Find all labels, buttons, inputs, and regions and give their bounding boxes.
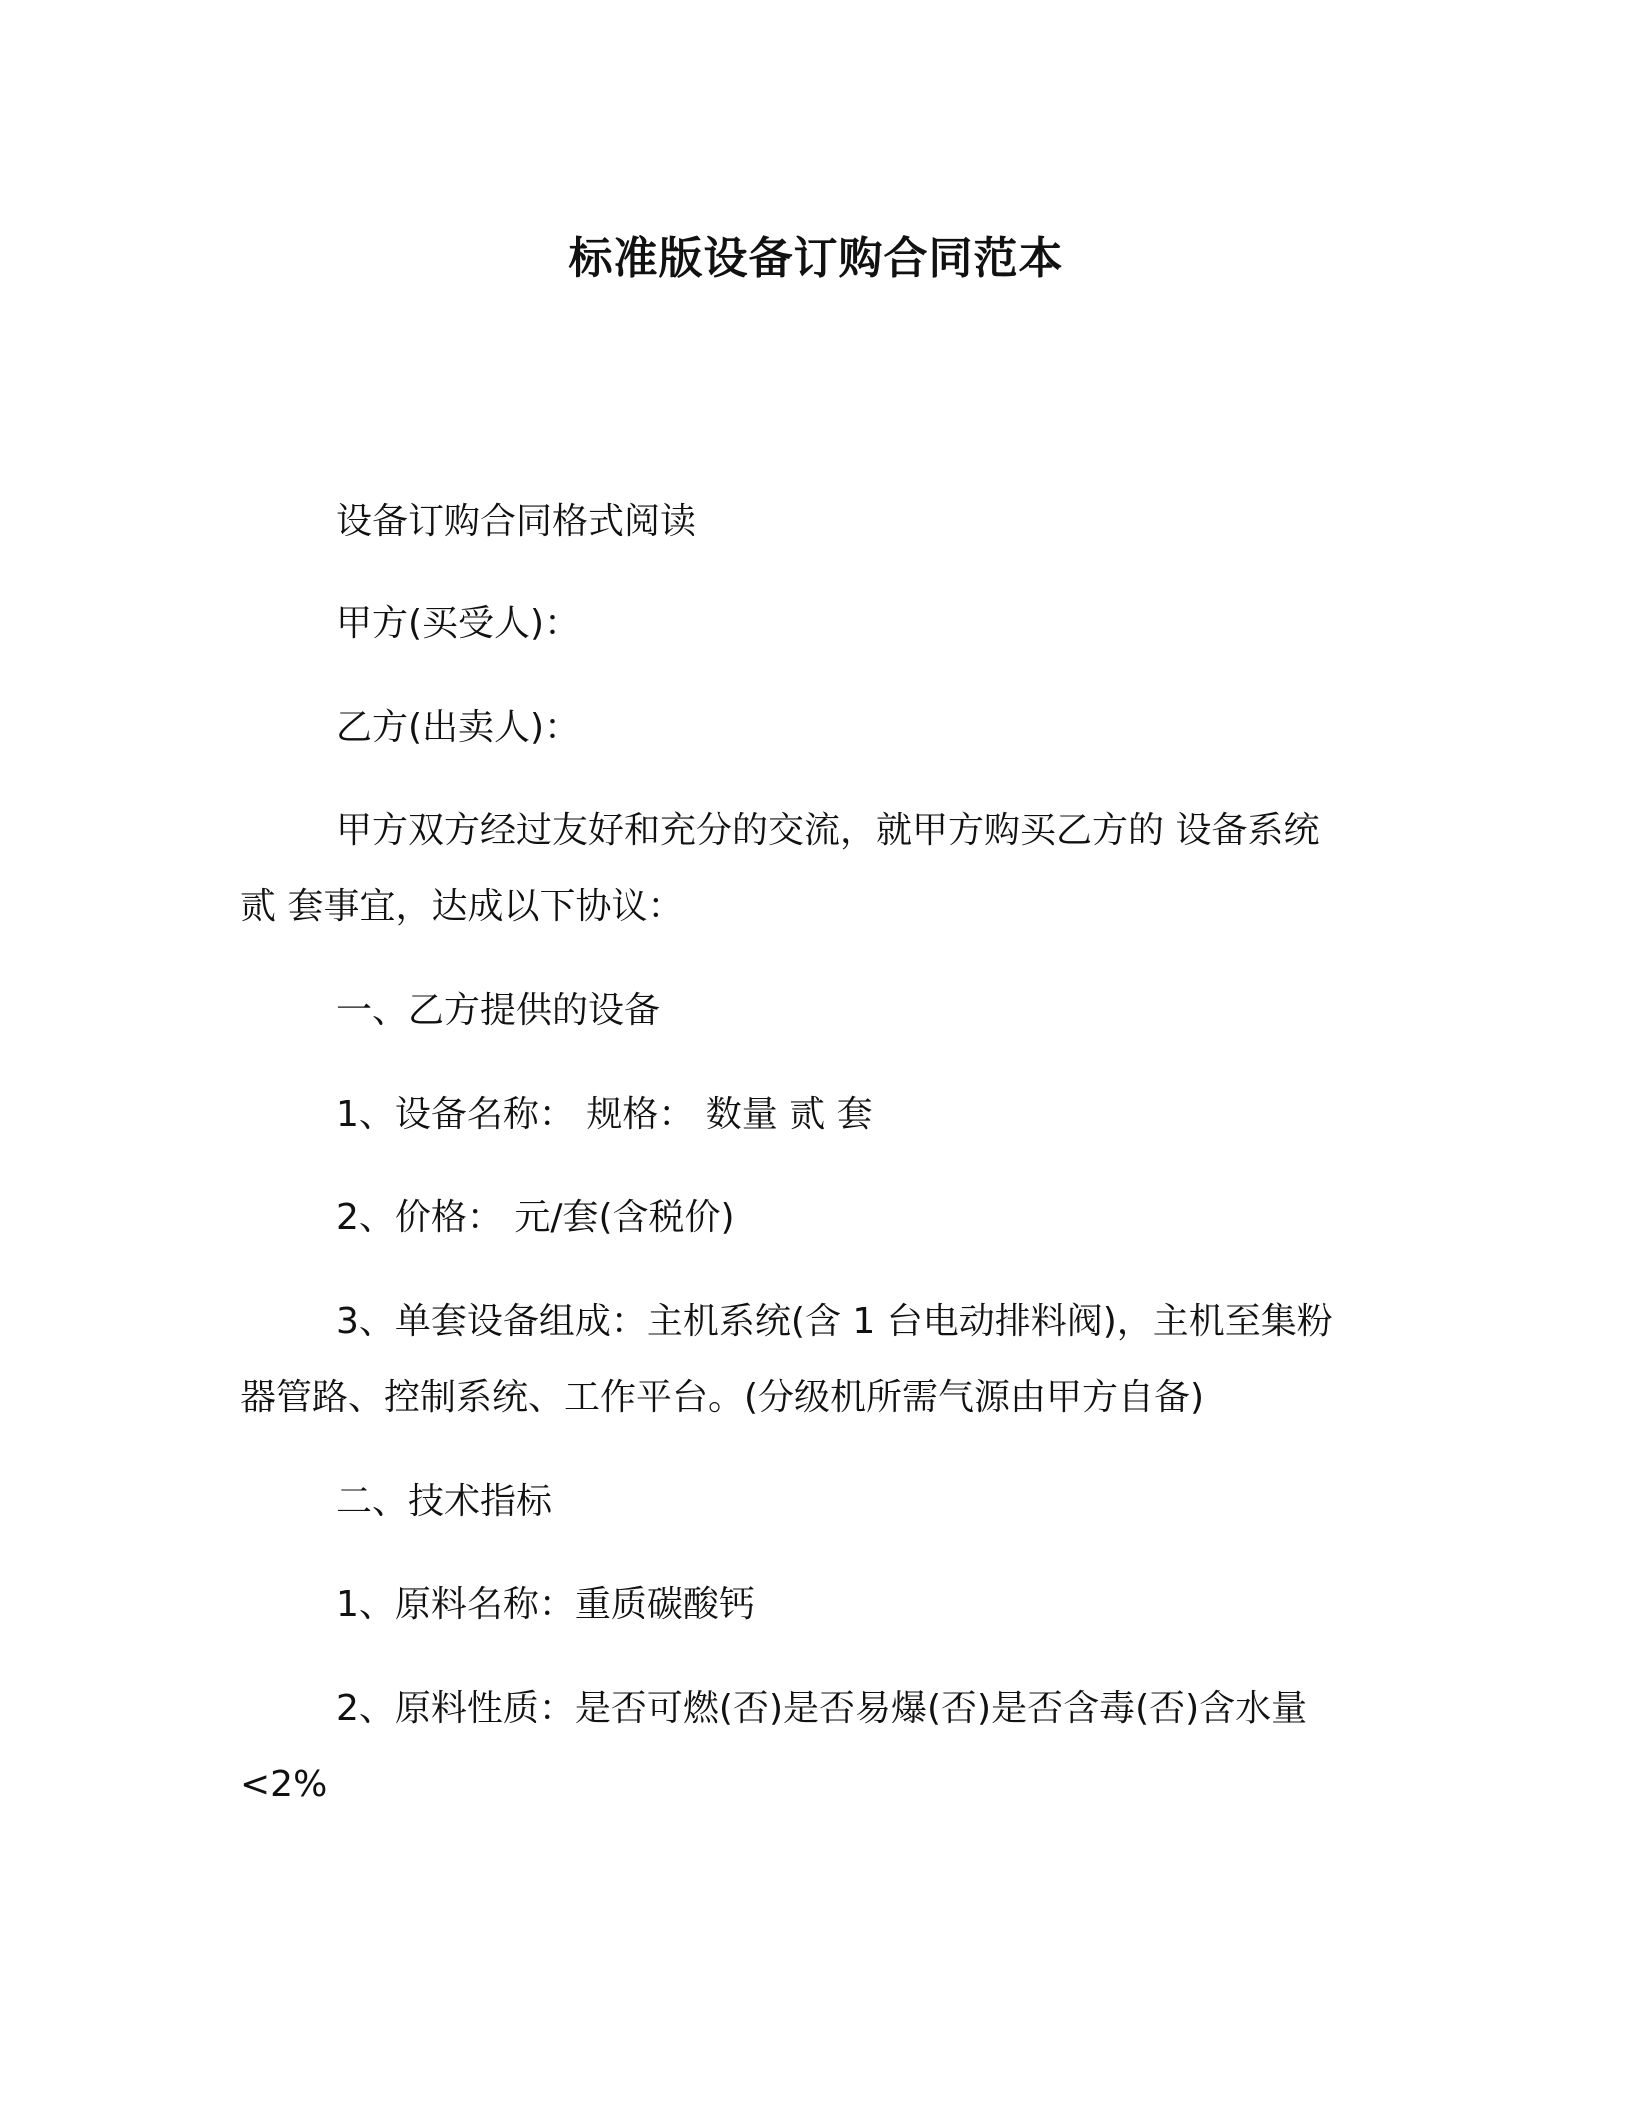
section-1-item-3-line-1: 3、单套设备组成：主机系统(含 1 台电动排料阀)，主机至集粉 [336,1301,1333,1342]
document-title: 标准版设备订购合同范本 [568,233,1064,284]
intro-line: 设备订购合同格式阅读 [336,501,697,542]
party-b-line: 乙方(出卖人)： [336,707,581,748]
agreement-line-2: 贰 套事宜，达成以下协议： [240,886,684,927]
section-1-item-3-line-2: 器管路、控制系统、工作平台。(分级机所需气源由甲方自备) [240,1377,1205,1418]
party-a-line: 甲方(买受人)： [336,603,581,644]
section-1-heading: 一、乙方提供的设备 [336,990,661,1031]
section-2-item-1: 1、原料名称：重质碳酸钙 [336,1584,755,1625]
section-1-item-1: 1、设备名称： 规格： 数量 贰 套 [336,1094,873,1135]
agreement-line-1: 甲方双方经过友好和充分的交流，就甲方购买乙方的 设备系统 [336,810,1320,851]
section-2-item-2-line-2: <2% [240,1764,328,1805]
section-2-item-2-line-1: 2、原料性质：是否可燃(否)是否易爆(否)是否含毒(否)含水量 [336,1688,1308,1729]
section-2-heading: 二、技术指标 [336,1481,553,1522]
section-1-item-2: 2、价格： 元/套(含税价) [336,1197,735,1238]
